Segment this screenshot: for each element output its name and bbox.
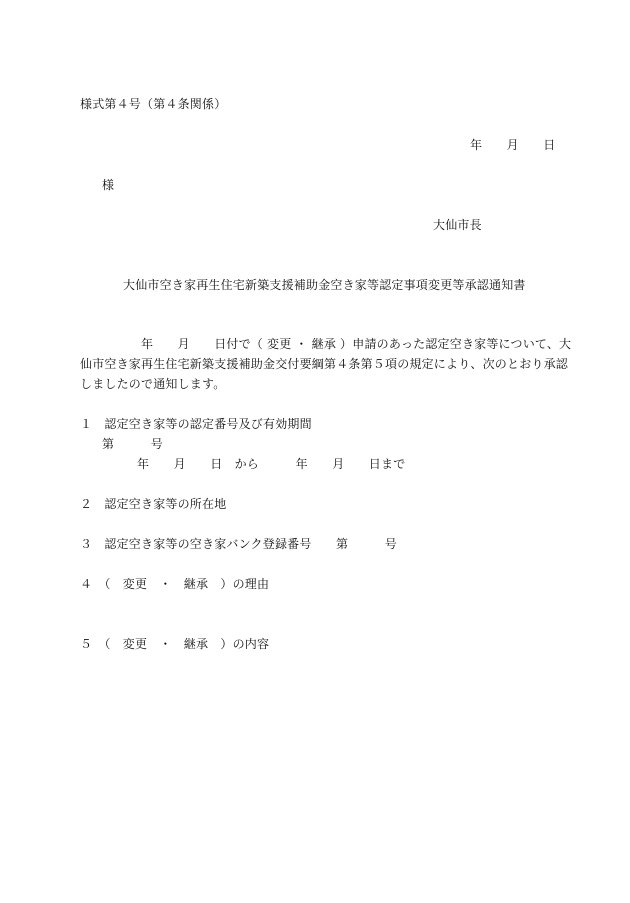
item-1-period: 年 月 日 から 年 月 日まで bbox=[137, 457, 406, 471]
addressee-honorific: 様 bbox=[102, 178, 115, 192]
document-title: 大仙市空き家再生住宅新築支援補助金空き家等認定事項変更等承認通知書 bbox=[123, 278, 526, 292]
date-line: 年 月 日 bbox=[470, 138, 556, 152]
body-line-3: しましたので通知します。 bbox=[80, 377, 226, 391]
form-label: 様式第４号（第４条関係） bbox=[80, 97, 227, 111]
item-1-number: 第 号 bbox=[102, 437, 164, 451]
body-line-1: 年 月 日付で（ 変更 ・ 継承 ）申請のあった認定空き家等について、大 bbox=[80, 337, 572, 351]
item-3-title: ３ 認定空き家等の空き家バンク登録番号 第 号 bbox=[80, 537, 397, 551]
body-line-2: 仙市空き家再生住宅新築支援補助金交付要綱第４条第５項の規定により、次のとおり承認 bbox=[80, 357, 569, 371]
item-4-title: ４ （ 変更 ・ 継承 ）の理由 bbox=[80, 577, 270, 591]
item-2-title: ２ 認定空き家等の所在地 bbox=[80, 497, 227, 511]
issuer-name: 大仙市長 bbox=[433, 218, 482, 232]
item-1-title: １ 認定空き家等の認定番号及び有効期間 bbox=[80, 417, 312, 431]
item-5-title: ５ （ 変更 ・ 継承 ）の内容 bbox=[80, 637, 270, 651]
